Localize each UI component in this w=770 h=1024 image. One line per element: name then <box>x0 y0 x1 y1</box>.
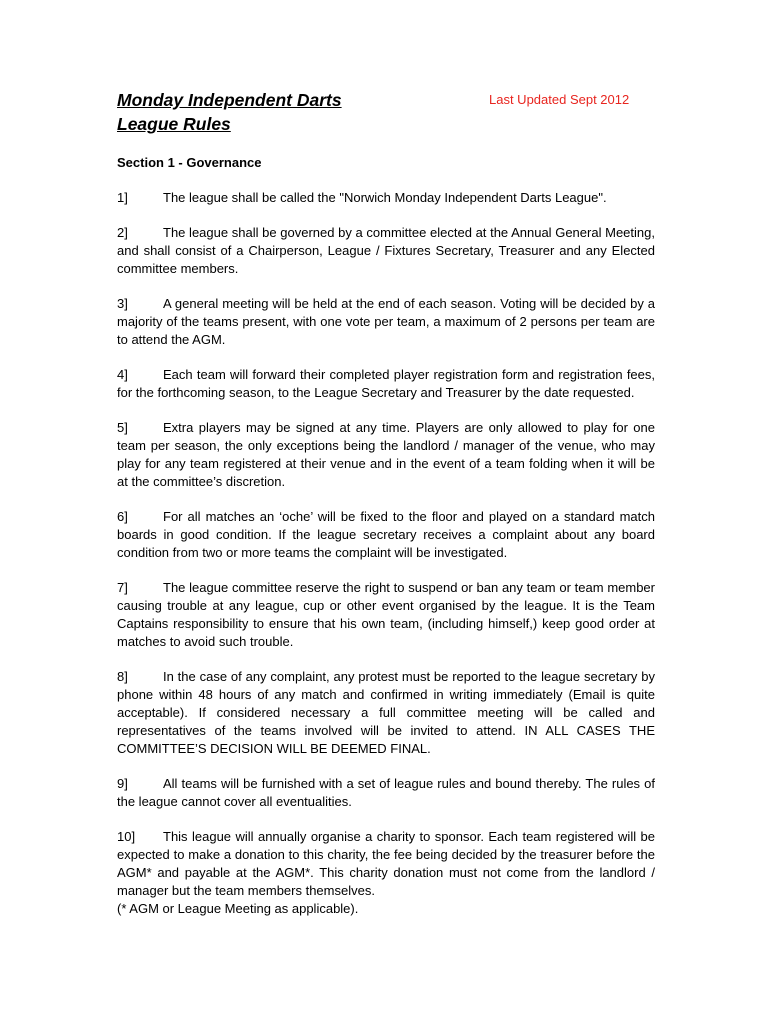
rule-4 <box>117 366 655 402</box>
rule-number: 10] <box>117 829 136 844</box>
rule-number: 8] <box>117 669 128 684</box>
rule-number: 2] <box>117 225 128 240</box>
rule-text: Each team will forward their completed player registration form and registration fees, for the forthcoming season, to the League Secretary and Treasurer by the date requested. <box>117 367 655 400</box>
document-title-line-2: League Rules <box>117 114 231 134</box>
rule-number: 7] <box>117 580 128 595</box>
rule-text: A general meeting will be held at the end of each season. Voting will be decided by a majority of the teams present, with one vote per team, a maximum of 2 persons per team are to attend the AGM. <box>117 296 655 347</box>
rule-text: The league shall be called the "Norwich Monday Independent Darts League". <box>163 190 607 205</box>
rule-number: 6] <box>117 509 128 524</box>
rule-text: This league will annually organise a charity to sponsor. Each team registered will be expected to make a donation to this charity, the fee being decided by the treasurer before the AGM* and payable at the AGM*. This charity donation must not come from the landlord / manager but the team members themselves. <box>117 829 655 898</box>
rule-text: The league shall be governed by a committee elected at the Annual General Meeting, and shall consist of a Chairperson, League / Fixtures Secretary, Treasurer and any Elected committee members. <box>117 225 655 276</box>
rule-10 <box>117 828 655 918</box>
rule-2 <box>117 224 655 278</box>
rule-8 <box>117 668 655 758</box>
rule-9 <box>117 775 655 811</box>
rule-text: Extra players may be signed at any time. Players are only allowed to play for one team per season, the only exceptions being the landlord / manager of the venue, who may play for any team registered at their venue and in the event of a team folding when it will be at the committee’s discretion. <box>117 420 655 489</box>
rule-number: 9] <box>117 776 128 791</box>
rule-5 <box>117 419 655 491</box>
rule-footnote: (* AGM or League Meeting as applicable). <box>117 901 359 916</box>
rule-3 <box>117 295 655 349</box>
document-page <box>117 88 655 918</box>
document-header <box>117 88 655 146</box>
section-heading: Section 1 - Governance <box>117 155 262 170</box>
rule-7 <box>117 579 655 651</box>
last-updated-note: Last Updated Sept 2012 <box>489 92 630 107</box>
rule-number: 1] <box>117 190 128 205</box>
rule-1 <box>117 189 655 207</box>
rule-number: 3] <box>117 296 128 311</box>
rule-text: All teams will be furnished with a set of league rules and bound thereby. The rules of the league cannot cover all eventualities. <box>117 776 655 809</box>
rule-text: The league committee reserve the right to suspend or ban any team or team member causing trouble at any league, cup or other event organised by the league. It is the Team Captains responsibility to ensure that his own team, (including himself,) keep good order at matches to avoid such trouble. <box>117 580 655 649</box>
rule-text: For all matches an ‘oche’ will be fixed to the floor and played on a standard match boards in good condition. If the league secretary receives a complaint about any board condition from two or more teams the complaint will be investigated. <box>117 509 655 560</box>
rule-number: 4] <box>117 367 128 382</box>
rule-number: 5] <box>117 420 128 435</box>
rule-6 <box>117 508 655 562</box>
document-title-line-1: Monday Independent Darts <box>117 90 342 110</box>
rule-text: In the case of any complaint, any protest must be reported to the league secretary by phone within 48 hours of any match and confirmed in writing immediately (Email is quite acceptable). If considered necessary a full committee meeting will be called and representatives of the teams involved will be invited to attend. IN ALL CASES THE COMMITTEE’S DECISION WILL BE DEEMED FINAL. <box>117 669 655 756</box>
